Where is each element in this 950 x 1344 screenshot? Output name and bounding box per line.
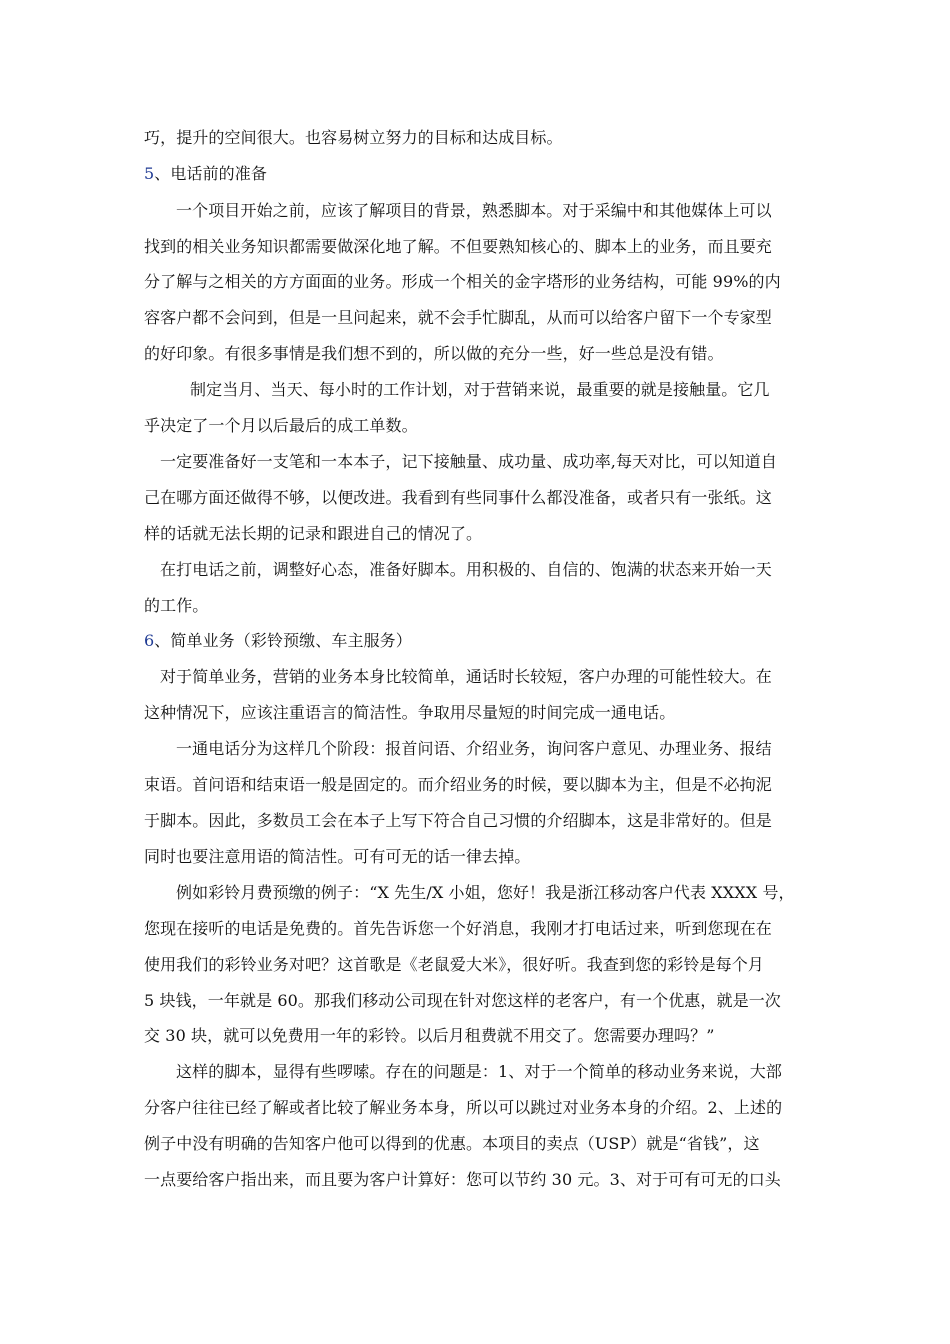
body-text-line: 交 30 块，就可以免费用一年的彩铃。以后月租费就不用交了。您需要办理吗？” <box>144 1026 715 1045</box>
body-text-line: 己在哪方面还做得不够，以便改进。我看到有些同事什么都没准备，或者只有一张纸。这 <box>144 488 772 507</box>
paragraph-first-line: 例如彩铃月费预缴的例子：“X 先生/X 小姐，您好！我是浙江移动客户代表 XXXX 号， <box>176 883 795 902</box>
body-text-line: 例子中没有明确的告知客户他可以得到的优惠。本项目的卖点（USP）就是“省钱”，这 <box>144 1134 760 1153</box>
section-number: 6 <box>144 631 155 650</box>
paragraph-first-line: 一个项目开始之前，应该了解项目的背景，熟悉脚本。对于采编中和其他媒体上可以 <box>176 201 772 220</box>
body-text-line: 样的话就无法长期的记录和跟进自己的情况了。 <box>144 524 483 543</box>
paragraph-first-line: 在打电话之前，调整好心态，准备好脚本。用积极的、自信的、饱满的状态来开始一天 <box>160 560 772 579</box>
body-text-line: 于脚本。因此，多数员工会在本子上写下符合自己习惯的介绍脚本，这是非常好的。但是 <box>144 811 772 830</box>
body-text-line: 容客户都不会问到，但是一旦问起来，就不会手忙脚乱，从而可以给客户留下一个专家型 <box>144 308 772 327</box>
section-number: 5 <box>144 164 155 183</box>
body-text-line: 使用我们的彩铃业务对吧？这首歌是《老鼠爱大米》，很好听。我查到您的彩铃是每个月 <box>144 955 764 974</box>
body-text-line: 同时也要注意用语的简洁性。可有可无的话一律去掉。 <box>144 847 531 866</box>
body-text-line: 一点要给客户指出来，而且要为客户计算好：您可以节约 30 元。3、对于可有可无的口头 <box>144 1170 781 1189</box>
body-text-line: 这种情况下，应该注重语言的简洁性。争取用尽量短的时间完成一通电话。 <box>144 703 676 722</box>
section-heading-5 <box>144 164 824 184</box>
body-text-line: 您现在接听的电话是免费的。首先告诉您一个好消息，我刚才打电话过来，听到您现在在 <box>144 919 772 938</box>
paragraph-first-line: 对于简单业务，营销的业务本身比较简单，通话时长较短，客户办理的可能性较大。在 <box>160 667 772 686</box>
body-text-line: 乎决定了一个月以后最后的成工单数。 <box>144 416 418 435</box>
body-text-line: 的好印象。有很多事情是我们想不到的，所以做的充分一些，好一些总是没有错。 <box>144 344 724 363</box>
paragraph-first-line: 这样的脚本，显得有些啰嗦。存在的问题是：1、对于一个简单的移动业务来说，大部 <box>176 1062 782 1081</box>
section-title: 、简单业务（彩铃预缴、车主服务） <box>154 631 412 650</box>
paragraph-first-line: 制定当月、当天、每小时的工作计划，对于营销来说，最重要的就是接触量。它几 <box>190 380 770 399</box>
paragraph-first-line: 一定要准备好一支笔和一本本子，记下接触量、成功量、成功率,每天对比，可以知道自 <box>160 452 777 471</box>
section-title: 、电话前的准备 <box>154 164 267 183</box>
body-text-line: 找到的相关业务知识都需要做深化地了解。不但要熟知核心的、脚本上的业务，而且要充 <box>144 237 772 256</box>
body-text-line: 5 块钱，一年就是 60。那我们移动公司现在针对您这样的老客户，有一个优惠，就是一次 <box>144 991 781 1010</box>
section-heading-6 <box>144 631 824 651</box>
body-text-line: 的工作。 <box>144 596 209 615</box>
paragraph-first-line: 一通电话分为这样几个阶段：报首问语、介绍业务，询问客户意见、办理业务、报结 <box>176 739 772 758</box>
body-text-line: 束语。首问语和结束语一般是固定的。而介绍业务的时候，要以脚本为主，但是不必拘泥 <box>144 775 772 794</box>
body-text-line: 分了解与之相关的方方面面的业务。形成一个相关的金字塔形的业务结构，可能 99%的内 <box>144 272 781 291</box>
body-text-line: 分客户往往已经了解或者比较了解业务本身，所以可以跳过对业务本身的介绍。2、上述的 <box>144 1098 783 1117</box>
body-text-line: 巧，提升的空间很大。也容易树立努力的目标和达成目标。 <box>144 128 563 147</box>
